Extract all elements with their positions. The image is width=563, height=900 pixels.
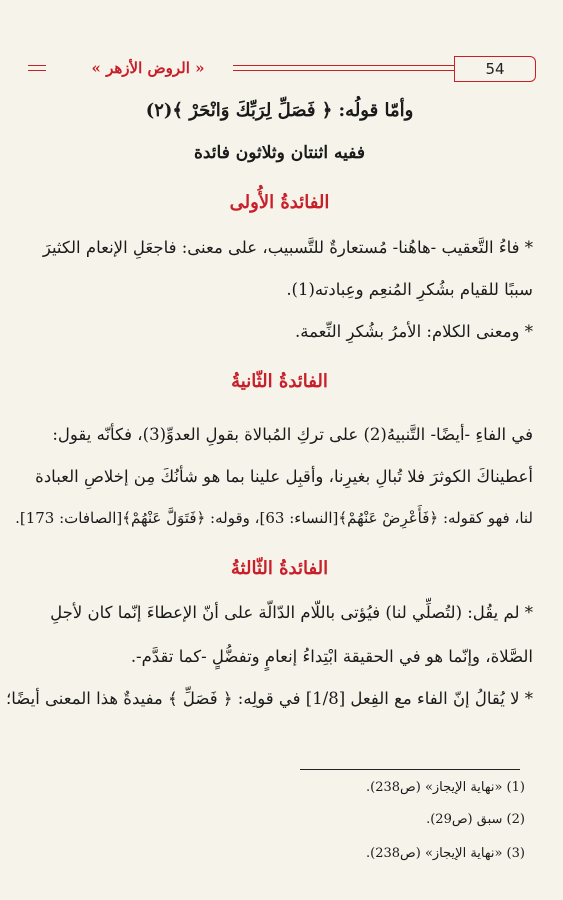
header-rule-middle-2 — [233, 70, 454, 71]
section-title-1: الفائدةُ الأُولى — [229, 192, 330, 213]
section-2-line-3: لنا، فهو كقوله: ﴿فَأَعْرِضْ عَنْهُمْ﴾[النساء: 63]، وقوله: ﴿فَتَوَلَّ عَنْهُمْ﴾[الصافات: 173]. — [15, 509, 533, 527]
verse-line: وأمّا قولُه: ﴿ فَصَلِّ لِرَبِّكَ وَانْحَرْ ﴾(٢) — [145, 100, 414, 121]
footnote-rule — [300, 769, 520, 770]
section-3-line-1: * لم يقُل: (لتُصلِّي لنا) فيُؤتى باللّام الدّالّة على أنّ الإعطاءَ إنّما كان لأجلِ — [50, 603, 533, 622]
section-1-line-1: * فاءُ التَّعقيب -هاهُنا- مُستعارةٌ للتَّسبيب، على معنى: فاجعَلِ الإنعام الكثيرَ — [42, 238, 533, 257]
page-header — [28, 56, 538, 82]
footnote-2: (2) سبق (ص29). — [426, 812, 525, 827]
subheading: ففيه اثنتان وثلاثون فائدة — [193, 143, 366, 163]
footnote-1: (1) «نهاية الإيجاز» (ص238). — [365, 780, 525, 795]
section-1-line-2: سببًا للقيام بشُكرِ المُنعِم وعِبادته(1). — [286, 280, 533, 299]
header-rule-middle — [233, 65, 454, 66]
running-head: « الروض الأزهر » — [91, 59, 205, 77]
footnote-3: (3) «نهاية الإيجاز» (ص238). — [365, 846, 525, 861]
section-2-line-2: أعطيناكَ الكوثرَ فلا تُبالِ بغيرِنا، وأقبِل علينا بما هو شأنُكَ مِن إخلاصِ العبادة — [35, 467, 533, 486]
header-rule-left-2 — [28, 70, 46, 71]
header-rule-left — [28, 65, 46, 66]
section-title-2: الفائدةُ الثّانيةُ — [231, 371, 328, 392]
section-title-3: الفائدةُ الثّالثةُ — [230, 558, 329, 579]
section-3-line-3: * لا يُقالُ إنّ الفاء مع الفِعل [1/8] في قولِه: ﴿ فَصَلِّ ﴾ مفيدةٌ هذا المعنى أيضًا؛ — [6, 689, 533, 708]
page-number: 54 — [454, 56, 536, 82]
section-2-line-1: في الفاءِ -أيضًا- التَّنبيهُ(2) على تركِ المُبالاة بقولِ العدوِّ(3)، فكأنّه يقول: — [52, 425, 533, 444]
section-1-line-3: * ومعنى الكلام: الأمرُ بشُكرِ النِّعمة. — [295, 322, 533, 341]
section-3-line-2: الصَّلاة، وإنّما هو في الحقيقة ابْتِداءُ إنعامٍ وتفضُّلٍ -كما تقدَّم-. — [130, 647, 533, 666]
